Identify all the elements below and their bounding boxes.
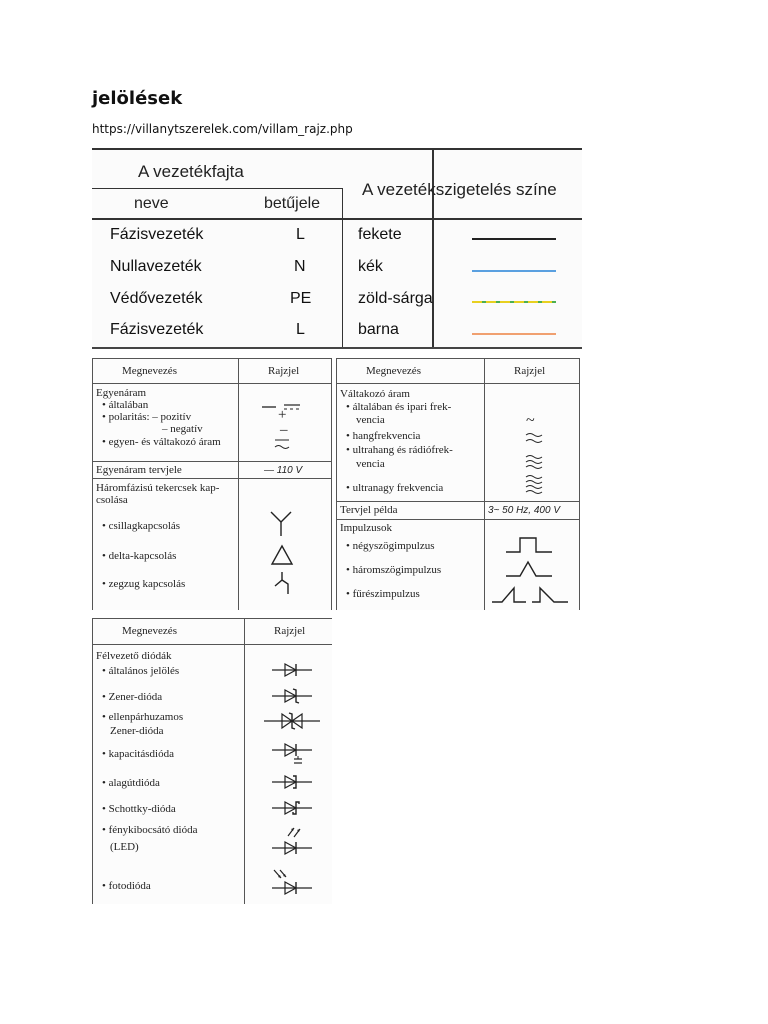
diode-schottky: • Schottky-dióda bbox=[102, 803, 176, 815]
sawtooth-pulse-label: • fűrészimpulzus bbox=[346, 588, 420, 600]
pulses-label: Impulzusok bbox=[340, 522, 392, 534]
row-4-letter: L bbox=[296, 321, 305, 338]
row-2-letter: N bbox=[294, 258, 306, 275]
header-symbol: Rajzjel bbox=[514, 365, 546, 377]
brown-swatch bbox=[472, 333, 556, 335]
zener-diode-icon bbox=[272, 688, 312, 704]
ac-uhf: • ultranagy frekvencia bbox=[346, 482, 444, 494]
diode-tunnel: • alagútdióda bbox=[102, 777, 160, 789]
row-1-name: Fázisvezeték bbox=[110, 226, 204, 243]
ac-tilde-icon: ~ bbox=[526, 412, 535, 429]
dc-symbol-icon bbox=[262, 402, 312, 412]
star-label: • csillagkapcsolás bbox=[102, 520, 181, 532]
diode-general: • általános jelölés bbox=[102, 665, 180, 677]
delta-icon bbox=[270, 544, 294, 566]
header-name: Megnevezés bbox=[122, 625, 177, 637]
three-phase-1: Háromfázisú tekercsek kap- bbox=[96, 482, 220, 494]
row-3-letter: PE bbox=[290, 290, 312, 307]
photodiode-icon bbox=[272, 868, 312, 898]
bidirectional-zener-icon bbox=[264, 712, 320, 730]
square-pulse-icon bbox=[506, 536, 556, 554]
row-2-color: kék bbox=[358, 258, 383, 275]
dc-example-symbol: — 110 V bbox=[264, 465, 303, 476]
dc-symbols-table bbox=[92, 358, 332, 610]
audio-freq-icon bbox=[526, 432, 542, 444]
diode-anti-2: Zener-dióda bbox=[110, 725, 164, 737]
dc-polarity: • polaritás: – pozitív bbox=[102, 411, 192, 423]
example-label: Tervjel példa bbox=[340, 504, 398, 516]
header-name: Megnevezés bbox=[366, 365, 421, 377]
diode-photo: • fotodióda bbox=[102, 880, 151, 892]
ac-ultra-1: • ultrahang és rádiófrek- bbox=[346, 444, 453, 456]
source-url: https://villanytszerelek.com/villam_rajz.php bbox=[92, 122, 353, 136]
wire-color-table bbox=[92, 148, 582, 349]
dc-mixed: • egyen- és váltakozó áram bbox=[102, 436, 221, 448]
three-phase-2: csolása bbox=[96, 494, 128, 506]
example-symbol: 3~ 50 Hz, 400 V bbox=[488, 505, 560, 516]
row-3-color: zöld-sárga bbox=[358, 290, 433, 307]
col-name-header: neve bbox=[134, 195, 169, 212]
col-letter-header: betűjele bbox=[264, 195, 321, 212]
diode-varicap: • kapacitásdióda bbox=[102, 748, 174, 760]
diode-anti-1: • ellenpárhuzamos bbox=[102, 711, 184, 723]
row-4-color: barna bbox=[358, 321, 399, 338]
diode-led-1: • fénykibocsátó dióda bbox=[102, 824, 198, 836]
blue-swatch bbox=[472, 270, 556, 272]
tunnel-diode-icon bbox=[272, 774, 312, 790]
dc-example: Egyenáram tervjele bbox=[96, 464, 182, 476]
dc-negative: – negatív bbox=[162, 423, 203, 435]
ac-symbols-table bbox=[336, 358, 580, 610]
black-swatch bbox=[472, 238, 556, 240]
row-1-color: fekete bbox=[358, 226, 402, 243]
ac-audio: • hangfrekvencia bbox=[346, 430, 421, 442]
ac-label: Váltakozó áram bbox=[340, 388, 410, 400]
minus-icon: – bbox=[280, 422, 288, 438]
green-yellow-swatch bbox=[472, 301, 556, 303]
zigzag-label: • zegzug kapcsolás bbox=[102, 578, 186, 590]
dc-general: • általában bbox=[102, 399, 149, 411]
star-icon bbox=[270, 510, 292, 536]
diode-symbols-table bbox=[92, 618, 332, 904]
row-3-name: Védővezeték bbox=[110, 290, 203, 307]
diode-zener: • Zener-dióda bbox=[102, 691, 163, 703]
diode-led-2: (LED) bbox=[110, 841, 139, 853]
zigzag-icon bbox=[272, 572, 292, 594]
sawtooth-pulse-icon bbox=[492, 584, 576, 604]
plus-icon: + bbox=[278, 407, 287, 423]
ac-dc-icon bbox=[275, 438, 291, 450]
schottky-diode-icon bbox=[272, 800, 312, 816]
diode-icon bbox=[272, 662, 312, 678]
ac-ultra-2: vencia bbox=[356, 458, 385, 470]
row-4-name: Fázisvezeték bbox=[110, 321, 204, 338]
row-2-name: Nullavezeték bbox=[110, 258, 202, 275]
header-symbol: Rajzjel bbox=[268, 365, 300, 377]
triangle-pulse-label: • háromszögimpulzus bbox=[346, 564, 442, 576]
radio-freq-icon bbox=[526, 454, 542, 470]
row-1-letter: L bbox=[296, 226, 305, 243]
ac-general-2: vencia bbox=[356, 414, 385, 426]
triangle-pulse-icon bbox=[506, 560, 556, 578]
uhf-icon bbox=[526, 474, 542, 494]
header-symbol: Rajzjel bbox=[274, 625, 306, 637]
page-title: jelölések bbox=[92, 88, 183, 109]
col-color-header: A vezetékszigetelés színe bbox=[362, 180, 557, 199]
square-pulse-label: • négyszögimpulzus bbox=[346, 540, 435, 552]
header-name: Megnevezés bbox=[122, 365, 177, 377]
header-group: A vezetékfajta bbox=[138, 162, 244, 181]
ac-general-1: • általában és ipari frek- bbox=[346, 401, 452, 413]
varicap-diode-icon bbox=[272, 742, 312, 766]
dc-label: Egyenáram bbox=[96, 387, 147, 399]
delta-label: • delta-kapcsolás bbox=[102, 550, 177, 562]
diodes-group: Félvezető diódák bbox=[96, 650, 172, 662]
led-icon bbox=[272, 824, 312, 858]
